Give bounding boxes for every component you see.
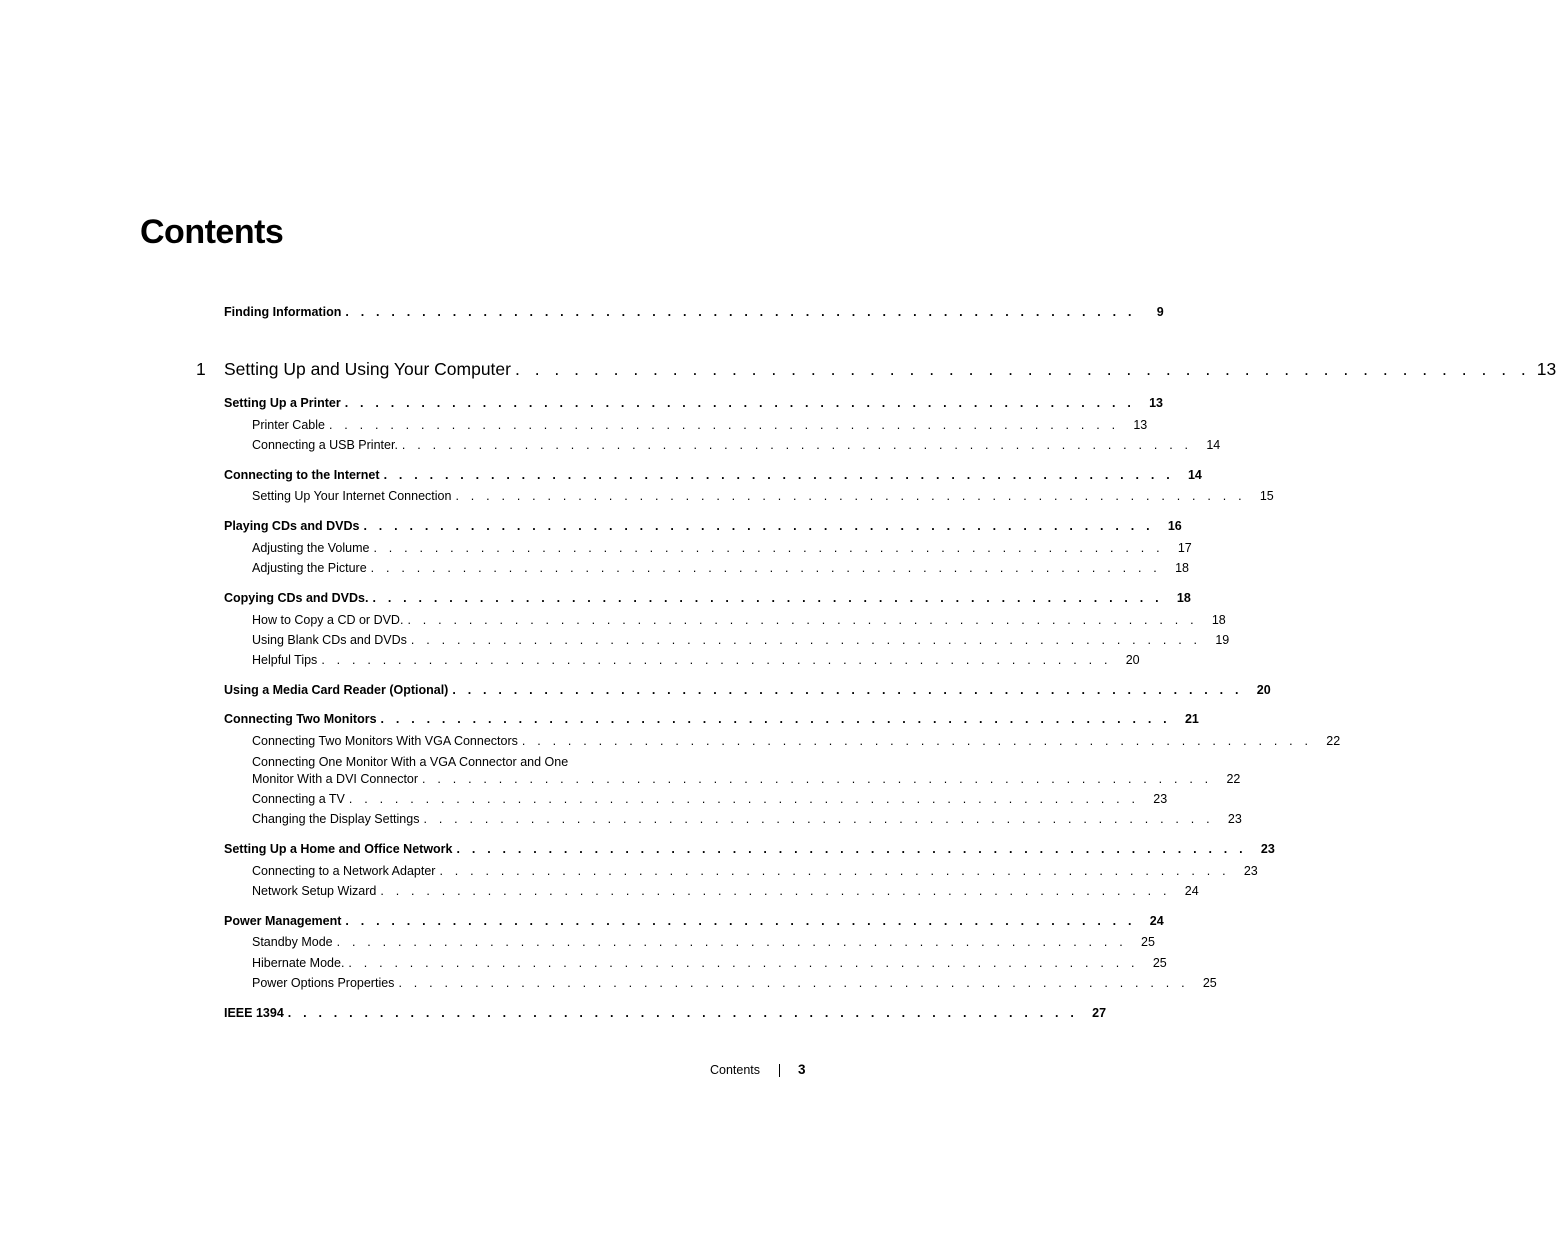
toc-page-number: 15 — [1259, 489, 1274, 503]
toc-subsection-entry[interactable] — [252, 772, 1241, 786]
toc-subsection-entry[interactable] — [252, 418, 1148, 432]
dot-leader: . . . . . . . . . . . . . . . . . . . . . . . . . . . . . . . . . . . . . . . . . . . . . . . . . . . . — [345, 305, 1136, 319]
toc-page-number: 17 — [1177, 541, 1192, 555]
toc-page-number: 16 — [1167, 519, 1182, 533]
toc-page-number: 24 — [1184, 884, 1199, 898]
toc-entry-label: Printer Cable — [252, 418, 325, 432]
toc-entry-label: Adjusting the Volume — [252, 541, 370, 555]
toc-entry-label: Adjusting the Picture — [252, 561, 367, 575]
toc-section-entry[interactable] — [224, 591, 1191, 605]
toc-entry-label: Network Setup Wizard — [252, 884, 377, 898]
dot-leader: . . . . . . . . . . . . . . . . . . . . . . . . . . . . . . . . . . . . . . . . . . . . . . . . . . . . — [321, 653, 1112, 667]
toc-subsection-entry[interactable] — [252, 812, 1242, 826]
footer-divider — [779, 1064, 780, 1077]
dot-leader: . . . . . . . . . . . . . . . . . . . . . . . . . . . . . . . . . . . . . . . . . . . . . . . . . . . . — [410, 633, 1202, 647]
toc-page-number: 18 — [1211, 613, 1226, 627]
toc-page-number: 14 — [1187, 468, 1202, 482]
dot-leader: . . . . . . . . . . . . . . . . . . . . . . . . . . . . . . . . . . . . . . . . . . . . . . . . . . . . — [380, 884, 1171, 898]
dot-leader: . . . . . . . . . . . . . . . . . . . . . . . . . . . . . . . . . . . . . . . . . . . . . . . . . . . . — [348, 792, 1140, 806]
toc-entry-label: Standby Mode — [252, 935, 333, 949]
toc-entry-label: Power Options Properties — [252, 976, 395, 990]
toc-page-number: 13 — [1536, 359, 1556, 379]
toc-page-number: 24 — [1149, 914, 1164, 928]
toc-page-number: 9 — [1156, 305, 1164, 319]
toc-entry-label-line1: Connecting One Monitor With a VGA Connector and One — [252, 755, 569, 769]
toc-page-number: 18 — [1175, 561, 1189, 575]
toc-section-entry[interactable] — [224, 842, 1275, 856]
dot-leader: . . . . . . . . . . . . . . . . . . . . . . . . . . . . . . . . . . . . . . . . . . . . . . . . . . . . — [521, 734, 1313, 748]
toc-page-number: 23 — [1153, 792, 1168, 806]
toc-page-number: 20 — [1256, 683, 1271, 697]
toc-section-entry[interactable] — [224, 914, 1164, 928]
toc-subsection-entry[interactable] — [252, 613, 1226, 627]
dot-leader: . . . . . . . . . . . . . . . . . . . . . . . . . . . . . . . . . . . . . . . . . . . . . . . . . . . . — [514, 359, 1531, 379]
dot-leader: . . . . . . . . . . . . . . . . . . . . . . . . . . . . . . . . . . . . . . . . . . . . . . . . . . . . — [423, 812, 1214, 826]
dot-leader: . . . . . . . . . . . . . . . . . . . . . . . . . . . . . . . . . . . . . . . . . . . . . . . . . . . . — [401, 438, 1193, 452]
toc-entry-label: Changing the Display Settings — [252, 812, 420, 826]
toc-page-number: 25 — [1141, 935, 1155, 949]
toc-entry-label: IEEE 1394 — [224, 1006, 284, 1020]
dot-leader: . . . . . . . . . . . . . . . . . . . . . . . . . . . . . . . . . . . . . . . . . . . . . . . . . . . . — [348, 956, 1139, 970]
toc-subsection-entry[interactable] — [252, 792, 1168, 806]
toc-section-entry[interactable] — [224, 396, 1163, 410]
dot-leader: . . . . . . . . . . . . . . . . . . . . . . . . . . . . . . . . . . . . . . . . . . . . . . . . . . . . — [373, 541, 1164, 555]
dot-leader: . . . . . . . . . . . . . . . . . . . . . . . . . . . . . . . . . . . . . . . . . . . . . . . . . . . . — [456, 842, 1247, 856]
page-title: Contents — [140, 213, 284, 251]
dot-leader: . . . . . . . . . . . . . . . . . . . . . . . . . . . . . . . . . . . . . . . . . . . . . . . . . . . . — [344, 396, 1135, 410]
toc-entry-label: Finding Information — [224, 305, 342, 319]
toc-subsection-entry[interactable] — [252, 438, 1221, 452]
dot-leader: . . . . . . . . . . . . . . . . . . . . . . . . . . . . . . . . . . . . . . . . . . . . . . . . . . . . — [287, 1006, 1079, 1020]
dot-leader: . . . . . . . . . . . . . . . . . . . . . . . . . . . . . . . . . . . . . . . . . . . . . . . . . . . . — [345, 914, 1136, 928]
dot-leader: . . . . . . . . . . . . . . . . . . . . . . . . . . . . . . . . . . . . . . . . . . . . . . . . . . . . — [455, 489, 1246, 503]
toc-entry-label: Connecting a TV — [252, 792, 345, 806]
toc-entry-label: Using a Media Card Reader (Optional) — [224, 683, 449, 697]
toc-entry-label: Connecting to the Internet — [224, 468, 380, 482]
toc-page-number: 19 — [1215, 633, 1230, 647]
dot-leader: . . . . . . . . . . . . . . . . . . . . . . . . . . . . . . . . . . . . . . . . . . . . . . . . . . . . — [452, 683, 1243, 697]
dot-leader: . . . . . . . . . . . . . . . . . . . . . . . . . . . . . . . . . . . . . . . . . . . . . . . . . . . . — [383, 468, 1174, 482]
toc-page-number: 21 — [1184, 712, 1199, 726]
toc-entry-label: Connecting Two Monitors — [224, 712, 377, 726]
toc-page-number: 25 — [1152, 956, 1167, 970]
footer-label: Contents — [710, 1063, 761, 1077]
toc-entry-label: Helpful Tips — [252, 653, 318, 667]
toc-subsection-entry[interactable] — [252, 734, 1341, 748]
toc-entry-label: Using Blank CDs and DVDs — [252, 633, 407, 647]
toc-subsection-entry[interactable] — [252, 541, 1192, 555]
toc-entry-label: Setting Up and Using Your Computer — [224, 359, 511, 379]
toc-entry-label: Setting Up a Home and Office Network — [224, 842, 453, 856]
toc-entry-label: Copying CDs and DVDs. — [224, 591, 369, 605]
toc-subsection-entry[interactable] — [252, 864, 1258, 878]
dot-leader: . . . . . . . . . . . . . . . . . . . . . . . . . . . . . . . . . . . . . . . . . . . . . . . . . . . . — [422, 772, 1213, 786]
toc-subsection-entry[interactable] — [252, 653, 1140, 667]
toc-page-number: 23 — [1227, 812, 1242, 826]
toc-subsection-entry[interactable] — [252, 976, 1217, 990]
toc-page-number: 18 — [1176, 591, 1191, 605]
toc-entry-finding-information[interactable] — [224, 305, 1164, 319]
toc-page-number: 14 — [1206, 438, 1221, 452]
toc-page-number: 23 — [1260, 842, 1275, 856]
toc-subsection-entry[interactable] — [252, 489, 1274, 503]
toc-section-entry[interactable] — [224, 468, 1202, 482]
toc-subsection-entry[interactable] — [252, 935, 1155, 949]
toc-page-number: 22 — [1326, 734, 1341, 748]
toc-subsection-entry[interactable] — [252, 884, 1199, 898]
toc-entry-label: Connecting a USB Printer. — [252, 438, 398, 452]
chapter-number: 1 — [196, 359, 206, 379]
toc-subsection-entry[interactable] — [252, 633, 1230, 647]
toc-page-number: 23 — [1243, 864, 1258, 878]
toc-page-number: 27 — [1092, 1006, 1107, 1020]
toc-entry-label: Monitor With a DVI Connector — [252, 772, 419, 786]
dot-leader: . . . . . . . . . . . . . . . . . . . . . . . . . . . . . . . . . . . . . . . . . . . . . . . . . . . . — [328, 418, 1120, 432]
toc-page-number: 13 — [1149, 396, 1163, 410]
toc-section-entry[interactable] — [224, 1006, 1107, 1020]
toc-page-number: 13 — [1133, 418, 1148, 432]
footer-page-number: 3 — [798, 1062, 806, 1077]
dot-leader: . . . . . . . . . . . . . . . . . . . . . . . . . . . . . . . . . . . . . . . . . . . . . . . . . . . . — [336, 935, 1127, 949]
toc-entry-label: Connecting Two Monitors With VGA Connectors — [252, 734, 518, 748]
toc-page-number: 20 — [1125, 653, 1140, 667]
toc-page-number: 25 — [1202, 976, 1217, 990]
toc-entry-label: Hibernate Mode. — [252, 956, 345, 970]
toc-section-entry[interactable] — [224, 683, 1271, 697]
toc-entry-label: Power Management — [224, 914, 342, 928]
toc-entry-label: Setting Up a Printer — [224, 396, 341, 410]
toc-section-entry[interactable] — [224, 712, 1199, 726]
toc-entry-label: Setting Up Your Internet Connection — [252, 489, 452, 503]
dot-leader: . . . . . . . . . . . . . . . . . . . . . . . . . . . . . . . . . . . . . . . . . . . . . . . . . . . . — [372, 591, 1163, 605]
toc-subsection-entry[interactable] — [252, 561, 1189, 575]
dot-leader: . . . . . . . . . . . . . . . . . . . . . . . . . . . . . . . . . . . . . . . . . . . . . . . . . . . . — [370, 561, 1161, 575]
toc-subsection-entry[interactable] — [252, 956, 1167, 970]
dot-leader: . . . . . . . . . . . . . . . . . . . . . . . . . . . . . . . . . . . . . . . . . . . . . . . . . . . . — [398, 976, 1189, 990]
dot-leader: . . . . . . . . . . . . . . . . . . . . . . . . . . . . . . . . . . . . . . . . . . . . . . . . . . . . — [407, 613, 1198, 627]
dot-leader: . . . . . . . . . . . . . . . . . . . . . . . . . . . . . . . . . . . . . . . . . . . . . . . . . . . . — [363, 519, 1154, 533]
toc-entry-label: Playing CDs and DVDs — [224, 519, 360, 533]
toc-section-entry[interactable] — [224, 519, 1182, 533]
dot-leader: . . . . . . . . . . . . . . . . . . . . . . . . . . . . . . . . . . . . . . . . . . . . . . . . . . . . — [439, 864, 1230, 878]
dot-leader: . . . . . . . . . . . . . . . . . . . . . . . . . . . . . . . . . . . . . . . . . . . . . . . . . . . . — [380, 712, 1171, 726]
toc-page-number: 22 — [1226, 772, 1241, 786]
toc-entry-label: How to Copy a CD or DVD. — [252, 613, 404, 627]
toc-chapter-entry[interactable] — [224, 359, 1556, 379]
toc-entry-label: Connecting to a Network Adapter — [252, 864, 436, 878]
